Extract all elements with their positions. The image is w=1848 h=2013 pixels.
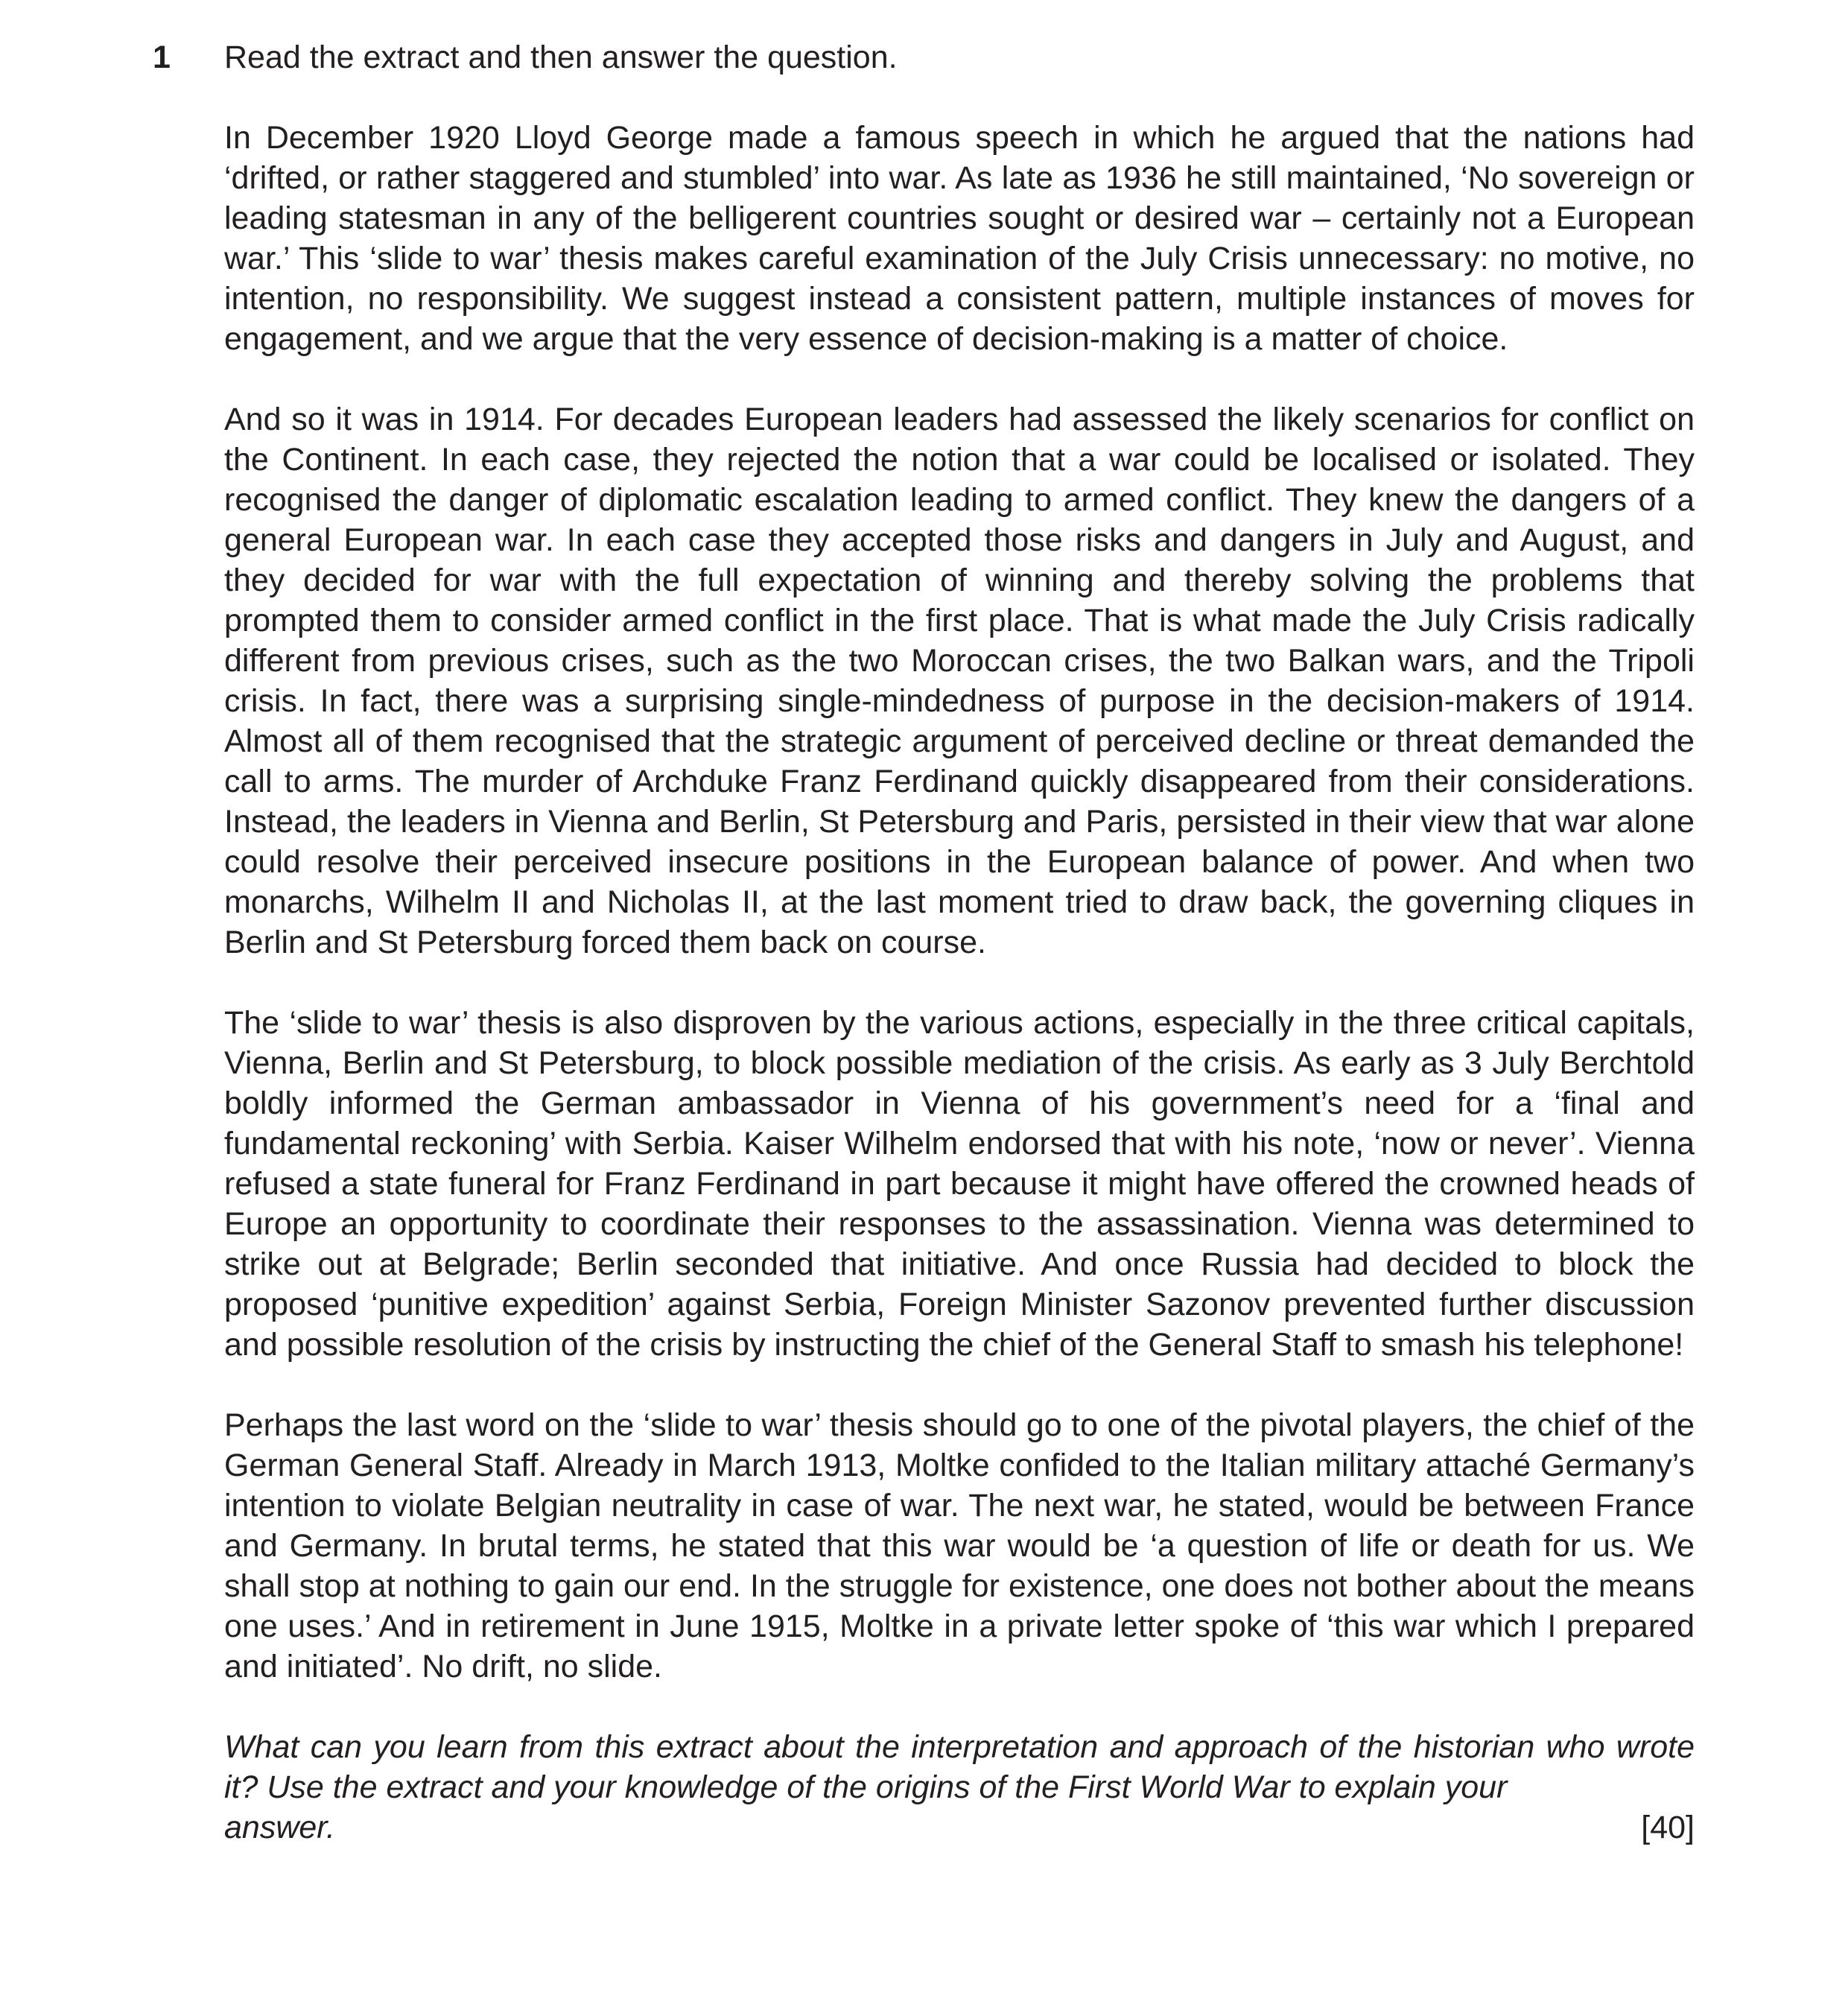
extract-paragraph-2: And so it was in 1914. For decades European leaders had assessed the likely scenarios for conflict on the Continent. In each case, they rejected the notion that a war could be localised or isolated. They recognised the danger of diplomatic escalation leading to armed conflict. They knew the dangers of a general European war. In each case they accepted those risks and dangers in July and August, and they decided for war with the full expectation of winning and thereby solving the problems that prompted them to consider armed conflict in the first place. That is what made the July Crisis radically different from previous crises, such as the two Moroccan crises, the two Balkan wars, and the Tripoli crisis. In fact, there was a surprising single-mindedness of purpose in the decision-makers of 1914. Almost all of them recognised that the strategic argument of perceived decline or threat demanded the call to arms. The murder of Archduke Franz Ferdinand quickly disappeared from their considerations. Instead, the leaders in Vienna and Berlin, St Petersburg and Paris, persisted in their view that war alone could resolve their perceived insecure positions in the European balance of power. And when two monarchs, Wilhelm II and Nicholas II, at the last moment tried to draw back, the governing cliques in Berlin and St Petersburg forced them back on course. (224, 402, 1695, 960)
question-instruction: Read the extract and then answer the question. (224, 39, 898, 75)
question-number: 1 (153, 39, 171, 75)
question-prompt: What can you learn from this extract about the interpretation and approach of the historian who wrote it? Use the extract and your knowledge of the origins of the First World War to explain your (224, 1729, 1695, 1805)
question-prompt-end: answer. (224, 1810, 335, 1845)
extract-paragraph-3: The ‘slide to war’ thesis is also disproven by the various actions, especially in the three critical capitals, Vienna, Berlin and St Petersburg, to block possible mediation of the crisis. As early as 3 July Berchtold boldly informed the German ambassador in Vienna of his government’s need for a ‘final and fundamental reckoning’ with Serbia. Kaiser Wilhelm endorsed that with his note, ‘now or never’. Vienna refused a state funeral for Franz Ferdinand in part because it might have offered the crowned heads of Europe an opportunity to coordinate their responses to the assassination. Vienna was determined to strike out at Belgrade; Berlin seconded that initiative. And once Russia had decided to block the proposed ‘punitive expedition’ against Serbia, Foreign Minister Sazonov prevented further discussion and possible resolution of the crisis by instructing the chief of the General Staff to smash his telephone! (224, 1005, 1695, 1363)
extract-paragraph-1: In December 1920 Lloyd George made a famous speech in which he argued that the nations had ‘drifted, or rather staggered and stumbled’ into war. As late as 1936 he still maintained, ‘No sovereign or leading statesman in any of the belligerent countries sought or desired war – certainly not a European war.’ This ‘slide to war’ thesis makes careful examination of the July Crisis unnecessary: no motive, no intention, no responsibility. We suggest instead a consistent pattern, multiple instances of moves for engagement, and we argue that the very essence of decision-making is a matter of choice. (224, 120, 1695, 357)
marks-allocation: [40] (1641, 1810, 1695, 1845)
question-prompt-end-line (224, 1807, 1695, 1848)
extract-paragraph-4: Perhaps the last word on the ‘slide to war’ thesis should go to one of the pivotal players, the chief of the German General Staff. Already in March 1913, Moltke confided to the Italian military attaché Germany’s intention to violate Belgian neutrality in case of war. The next war, he stated, would be between France and Germany. In brutal terms, he stated that this war would be ‘a question of life or death for us. We shall stop at nothing to gain our end. In the struggle for existence, one does not bother about the means one uses.’ And in retirement in June 1915, Moltke in a private letter spoke of ‘this war which I prepared and initiated’. No drift, no slide. (224, 1407, 1695, 1684)
question-content (224, 37, 1695, 1848)
